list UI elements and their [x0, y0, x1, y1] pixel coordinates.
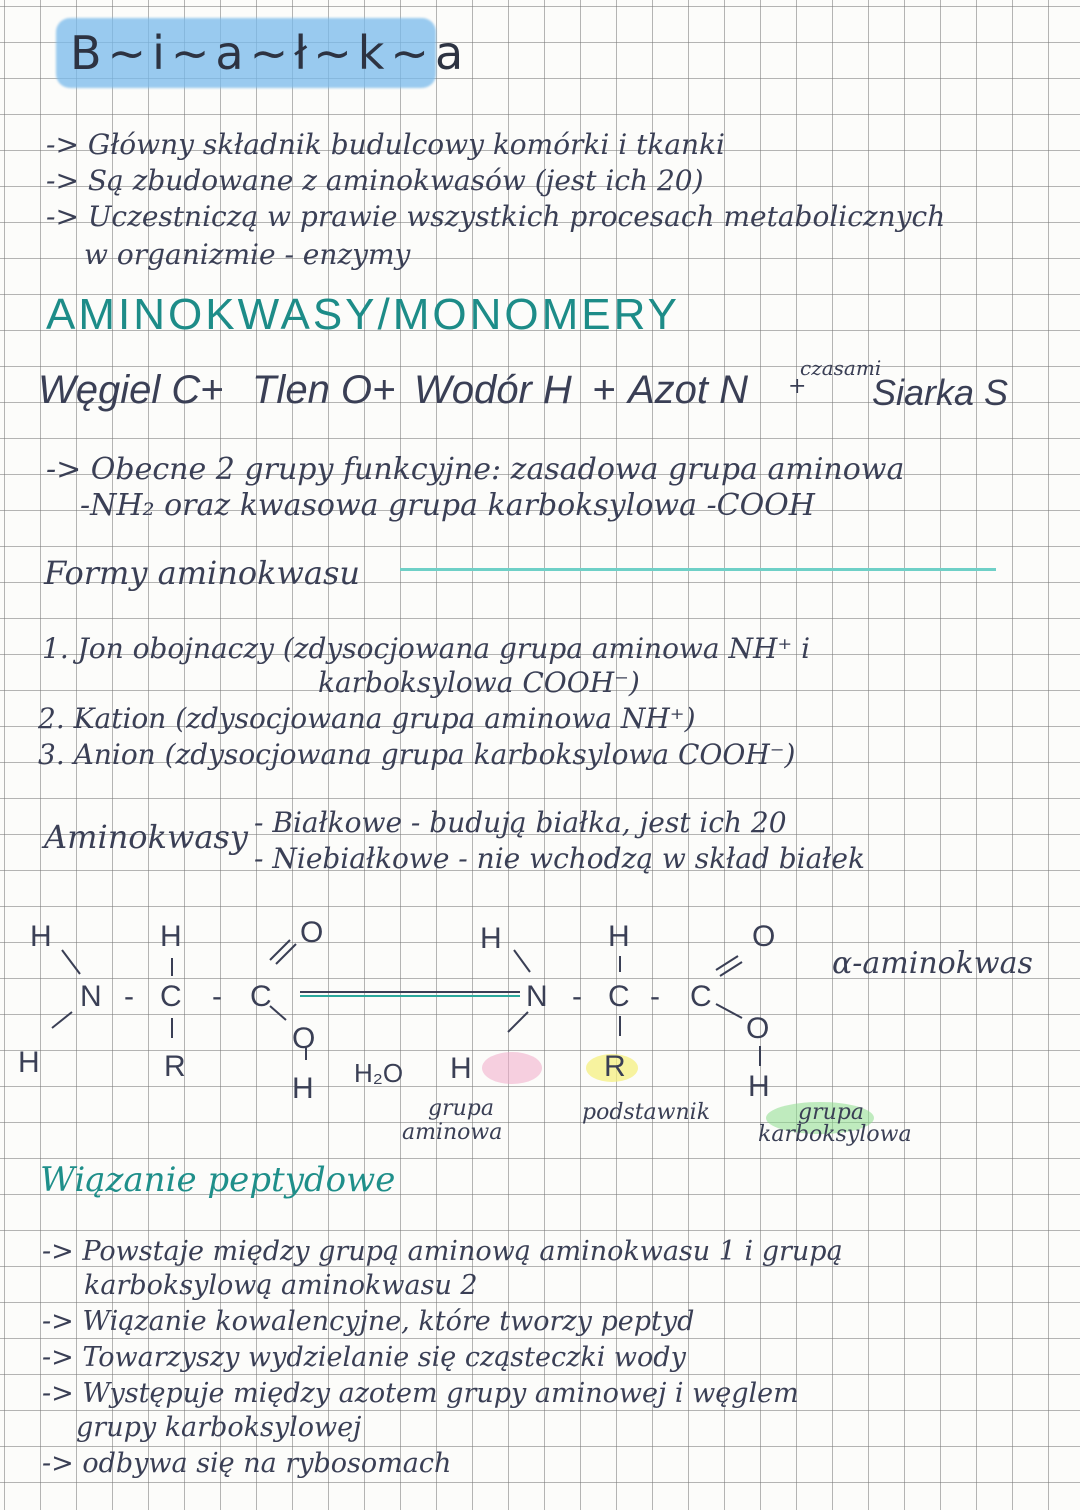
peptide-line-1: -> Powstaje między grupą aminową aminokwasu 1 i grupą: [42, 1236, 843, 1267]
substituent-label: podstawnik: [582, 1100, 711, 1125]
aminoacids-protein: - Białkowe - budują białka, jest ich 20: [254, 806, 787, 839]
double-bond: [716, 956, 738, 970]
atom-r: R: [164, 1050, 186, 1083]
atom-o: O: [300, 916, 324, 949]
atom-h: H: [18, 1046, 40, 1079]
peptide-line-7: -> odbywa się na rybosomach: [42, 1448, 452, 1479]
alpha-aminoacid-label: α-aminokwas: [832, 946, 1033, 981]
peptide-heading: Wiązanie peptydowe: [40, 1160, 396, 1200]
atom-h: H: [480, 922, 502, 955]
forms-heading: Formy aminokwasu: [44, 554, 361, 592]
atom-h: H: [292, 1072, 314, 1105]
amino-group-label-1: grupa: [428, 1096, 494, 1121]
sometimes-note: czasami: [800, 356, 882, 380]
element-oxygen: Tlen O: [252, 368, 373, 412]
atom-o: O: [292, 1022, 316, 1055]
groups-line-2: -NH₂ oraz kwasowa grupa karboksylowa -COOH: [80, 488, 815, 523]
forms-line-2: karboksylowa COOH⁻): [318, 666, 640, 699]
double-bond: [270, 940, 290, 960]
heading-rule: [400, 568, 996, 571]
element-hydrogen: Wodór H: [414, 368, 572, 412]
aminoacids-label: Aminokwasy: [44, 818, 248, 856]
amino-highlight: [482, 1052, 542, 1084]
double-bond: [276, 944, 296, 964]
atom-r: R: [604, 1050, 626, 1083]
bond: [514, 950, 530, 972]
atom-h: H: [450, 1052, 472, 1085]
element-carbon: Węgiel C: [38, 368, 201, 412]
atom-o: O: [752, 920, 776, 953]
bond-dash: -: [212, 980, 222, 1013]
peptide-line-6: grupy karboksylowej: [76, 1412, 362, 1443]
bond-dash: -: [124, 980, 134, 1013]
intro-line-1: -> Główny składnik budulcowy komórki i tkanki: [46, 128, 725, 161]
element-nitrogen: Azot N: [628, 368, 749, 412]
plus-sign: +: [200, 368, 224, 412]
water-molecule: H₂O: [354, 1058, 404, 1088]
atom-h: H: [30, 920, 52, 953]
double-bond: [720, 962, 742, 976]
atom-c: C: [690, 980, 712, 1013]
atom-c: C: [250, 980, 272, 1013]
atom-o: O: [746, 1012, 770, 1045]
bond: [270, 1006, 286, 1020]
carboxyl-group-label-1: grupa: [798, 1100, 864, 1125]
carboxyl-group-label-2: karboksylowa: [758, 1122, 912, 1147]
peptide-line-2: karboksylową aminokwasu 2: [84, 1270, 478, 1301]
bond-dash: -: [650, 980, 660, 1013]
peptide-line-5: -> Występuje między azotem grupy aminowej i węglem: [42, 1378, 799, 1409]
atom-h: H: [160, 920, 182, 953]
page-title: B~i~a~ł~k~a: [70, 26, 470, 80]
forms-line-1: 1. Jon obojnaczy (zdysocjowana grupa aminowa NH⁺ i: [42, 632, 811, 665]
forms-line-4: 3. Anion (zdysocjowana grupa karboksylowa COOH⁻): [38, 738, 796, 771]
intro-line-3: -> Uczestniczą w prawie wszystkich procesach metabolicznych: [46, 200, 946, 233]
section-heading-monomers: AMINOKWASY/MONOMERY: [46, 290, 680, 339]
element-sulfur: Siarka S: [872, 372, 1009, 413]
plus-sign: +: [592, 368, 616, 412]
groups-line-1: -> Obecne 2 grupy funkcyjne: zasadowa grupa aminowa: [46, 452, 905, 487]
forms-line-3: 2. Kation (zdysocjowana grupa aminowa NH⁺): [38, 702, 696, 735]
atom-n: N: [526, 980, 548, 1013]
peptide-line-4: -> Towarzyszy wydzielanie się cząsteczki wody: [42, 1342, 686, 1373]
plus-sign: +: [788, 374, 807, 399]
bond-dash: -: [572, 980, 582, 1013]
intro-line-4: w organizmie - enzymy: [84, 238, 411, 271]
atom-h: H: [608, 920, 630, 953]
bond: [52, 1012, 72, 1028]
bond: [508, 1012, 528, 1032]
amino-group-label-2: aminowa: [402, 1120, 503, 1145]
intro-line-2: -> Są zbudowane z aminokwasów (jest ich 20): [46, 164, 704, 197]
aminoacids-nonprotein: - Niebiałkowe - nie wchodzą w skład białek: [254, 842, 865, 875]
peptide-line-3: -> Wiązanie kowalencyjne, które tworzy peptyd: [42, 1306, 695, 1337]
bond: [716, 1004, 742, 1018]
plus-sign: +: [372, 368, 396, 412]
atom-n: N: [80, 980, 102, 1013]
atom-c: C: [160, 980, 182, 1013]
atom-h: H: [748, 1070, 770, 1103]
bond: [62, 950, 80, 974]
atom-c: C: [608, 980, 630, 1013]
